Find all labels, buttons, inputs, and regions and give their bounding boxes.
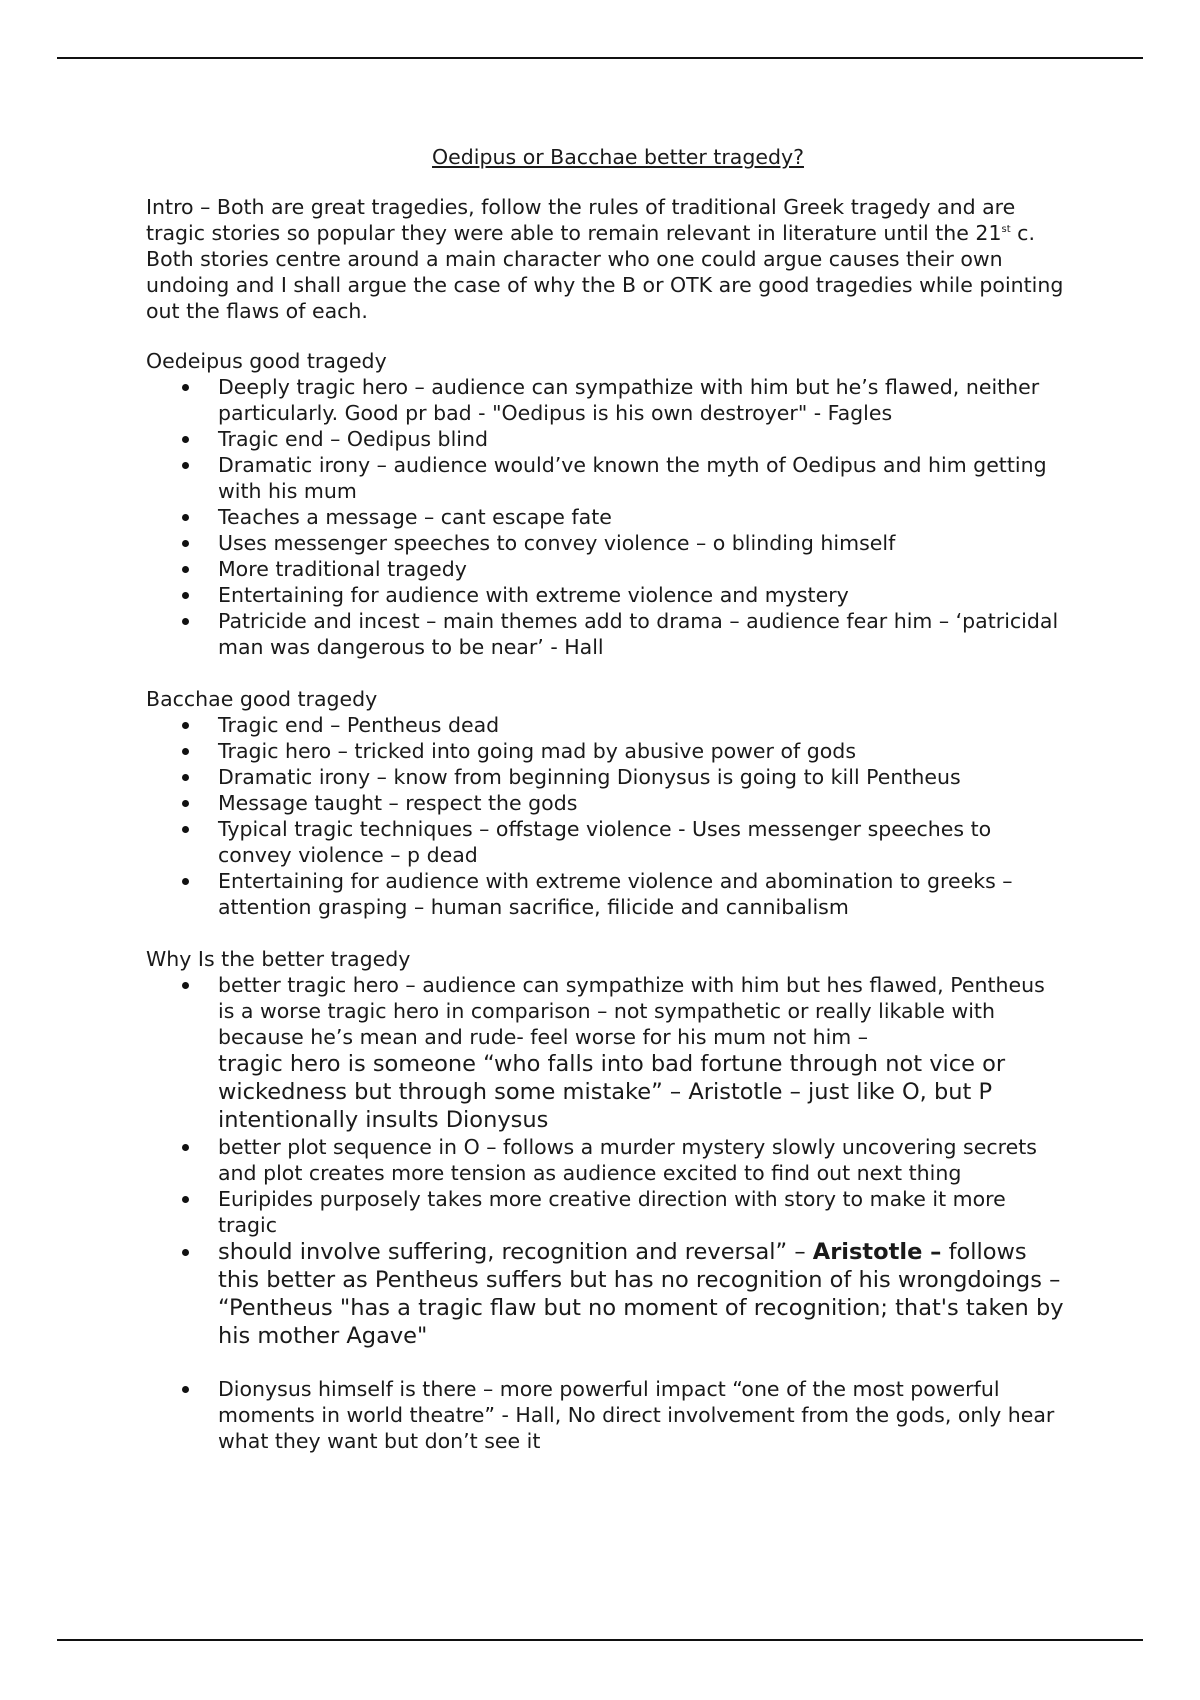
bullet-icon: [182, 436, 189, 443]
list-item-text: Message taught – respect the gods: [218, 791, 578, 815]
list-item: [146, 738, 1066, 764]
list-item-bold-text: Aristotle –: [812, 1239, 942, 1265]
list-item: [146, 1186, 1066, 1238]
list-item: [146, 374, 1066, 426]
bullet-icon: [182, 384, 189, 391]
intro-paragraph: [146, 194, 1066, 324]
list-item: [146, 972, 1066, 1134]
list-item-text: Tragic end – Pentheus dead: [218, 713, 500, 737]
list-item: [146, 790, 1066, 816]
bullet-icon: [182, 566, 189, 573]
why-list: [146, 972, 1066, 1454]
list-item: [146, 426, 1066, 452]
list-item-text: better plot sequence in O – follows a murder mystery slowly uncovering secrets and plot creates more tension as audience excited to find out next thing: [218, 1135, 1037, 1185]
list-item-text: Tragic end – Oedipus blind: [218, 427, 488, 451]
list-item: [146, 868, 1066, 920]
bottom-rule: [57, 1639, 1143, 1641]
list-item-text: Entertaining for audience with extreme violence and abomination to greeks – attention grasping – human sacrifice, filicide and cannibalism: [218, 869, 1013, 919]
list-item: [146, 764, 1066, 790]
list-item-text: Uses messenger speeches to convey violence – o blinding himself: [218, 531, 896, 555]
list-item-text: follows this better as Pentheus suffers but has no recognition of his wrongdoings – “Pentheus "has a tragic flaw but no moment of recognition; that's taken by his mother Agave": [218, 1239, 1064, 1349]
list-item: [146, 1238, 1066, 1350]
bullet-icon: [182, 540, 189, 547]
top-rule: [57, 57, 1143, 59]
intro-text-part2: c. Both stories centre around a main character who one could argue causes their own undoing and I shall argue the case of why the B or OTK are good tragedies while pointing out the flaws of each.: [146, 221, 1064, 323]
list-item: [146, 1376, 1066, 1454]
list-item-text: Typical tragic techniques – offstage violence - Uses messenger speeches to convey violence – p dead: [218, 817, 992, 867]
list-item-text: Deeply tragic hero – audience can sympathize with him but he’s flawed, neither particularly. Good pr bad - "Oedipus is his own destroyer" - Fagles: [218, 375, 1040, 425]
list-item-quote: tragic hero is someone “who falls into bad fortune through not vice or wickedness but through some mistake” – Aristotle – just like O, but P intentionally insults Dionysus: [218, 1051, 1006, 1133]
list-item-text: Tragic hero – tricked into going mad by abusive power of gods: [218, 739, 857, 763]
list-item: [146, 556, 1066, 582]
bullet-icon: [182, 462, 189, 469]
intro-text-part1: Intro – Both are great tragedies, follow the rules of traditional Greek tragedy and are tragic stories so popular they were able to remain relevant in literature until the 21: [146, 195, 1016, 245]
list-item-text: Entertaining for audience with extreme violence and mystery: [218, 583, 849, 607]
bullet-icon: [182, 592, 189, 599]
bullet-icon: [182, 1249, 189, 1256]
bacchae-heading: Bacchae good tragedy: [146, 687, 378, 711]
list-item: [146, 1134, 1066, 1186]
list-item-text: Euripides purposely takes more creative direction with story to make it more tragic: [218, 1187, 1006, 1237]
bullet-icon: [182, 618, 189, 625]
bullet-icon: [182, 878, 189, 885]
bullet-icon: [182, 722, 189, 729]
list-item: [146, 816, 1066, 868]
list-item-text: Dramatic irony – audience would’ve known the myth of Oedipus and him getting with his mum: [218, 453, 1047, 503]
oedipus-heading: Oedeipus good tragedy: [146, 349, 387, 373]
list-item-text: better tragic hero – audience can sympathize with him but hes flawed, Pentheus is a worse tragic hero in comparison – not sympathetic or really likable with because he’s mean and rude- feel worse for his mum not him –: [218, 973, 1045, 1049]
document-body: [146, 144, 1066, 1480]
bullet-icon: [182, 826, 189, 833]
bullet-icon: [182, 514, 189, 521]
document-title: Oedipus or Bacchae better tragedy?: [432, 145, 804, 169]
bullet-icon: [182, 982, 189, 989]
list-item: [146, 712, 1066, 738]
list-item: [146, 608, 1066, 660]
bacchae-list: [146, 712, 1066, 920]
bullet-icon: [182, 800, 189, 807]
list-item-text: Patricide and incest – main themes add to drama – audience fear him – ‘patricidal man was dangerous to be near’ - Hall: [218, 609, 1059, 659]
list-item-text: Teaches a message – cant escape fate: [218, 505, 612, 529]
bullet-icon: [182, 1386, 189, 1393]
bullet-icon: [182, 1196, 189, 1203]
bullet-icon: [182, 774, 189, 781]
list-item-text: Dionysus himself is there – more powerful impact “one of the most powerful moments in world theatre” - Hall, No direct involvement from the gods, only hear what they want but don’t see it: [218, 1377, 1055, 1453]
intro-superscript: st: [1001, 224, 1011, 235]
why-heading: Why Is the better tragedy: [146, 947, 411, 971]
list-item: [146, 504, 1066, 530]
oedipus-list: [146, 374, 1066, 660]
list-item-text: Dramatic irony – know from beginning Dionysus is going to kill Pentheus: [218, 765, 961, 789]
list-item: [146, 582, 1066, 608]
list-item-text: should involve suffering, recognition and reversal” –: [218, 1239, 813, 1265]
list-item: [146, 530, 1066, 556]
list-item-text: More traditional tragedy: [218, 557, 467, 581]
bullet-icon: [182, 748, 189, 755]
list-item: [146, 452, 1066, 504]
bullet-icon: [182, 1144, 189, 1151]
